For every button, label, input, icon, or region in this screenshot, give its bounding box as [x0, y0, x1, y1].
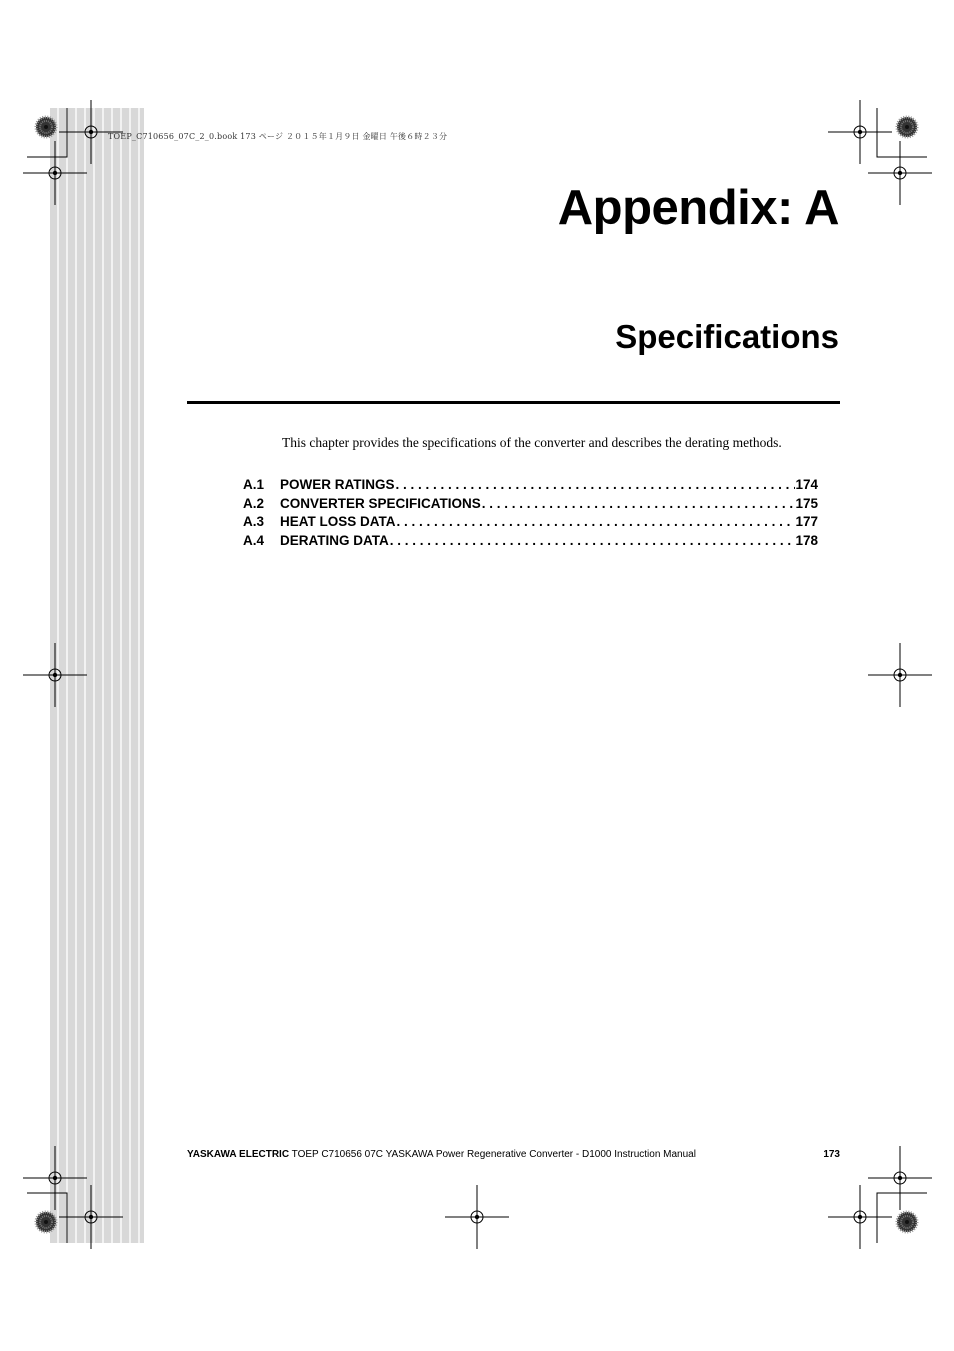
footer-manual-title [187, 1149, 696, 1160]
footer-brand: YASKAWA ELECTRIC [187, 1149, 290, 1160]
chapter-intro: This chapter provides the specifications of the converter and describes the derating methods. [282, 435, 782, 450]
toc-page-number: 178 [795, 532, 818, 548]
appendix-title: Appendix: A [557, 181, 839, 235]
toc-number: A.3 [243, 514, 265, 529]
toc-title: HEAT LOSS DATA [280, 514, 396, 529]
toc-number: A.4 [243, 532, 265, 548]
toc-leader-dots [395, 477, 796, 492]
toc-number: A.1 [243, 477, 265, 492]
title-divider [187, 401, 840, 404]
toc-title: POWER RATINGS [280, 477, 395, 492]
footer-page-number: 173 [823, 1149, 840, 1160]
footer-text: TOEP C710656 07C YASKAWA Power Regenerative Converter - D1000 Instruction Manual [291, 1149, 696, 1160]
chapter-title: Specifications [615, 318, 839, 355]
toc-page-number: 174 [795, 477, 818, 492]
toc-number: A.2 [243, 495, 265, 511]
toc-entry-a1[interactable] [243, 477, 818, 496]
toc-title: DERATING DATA [280, 532, 389, 548]
toc-leader-dots [396, 514, 796, 529]
table-of-contents [243, 477, 818, 551]
print-file-header: TOEP_C710656_07C_2_0.book 173 ページ ２０１５年１月９日 金曜日 午後６時２３分 [108, 132, 448, 141]
toc-entry-a4[interactable] [243, 533, 818, 552]
toc-page-number: 175 [795, 495, 818, 511]
toc-leader-dots [389, 533, 796, 548]
toc-entry-a3[interactable] [243, 514, 818, 533]
toc-title: CONVERTER SPECIFICATIONS [280, 495, 481, 511]
toc-page-number: 177 [795, 514, 818, 529]
page-footer [187, 1149, 840, 1160]
toc-leader-dots [481, 496, 796, 511]
toc-entry-a2[interactable] [243, 496, 818, 515]
